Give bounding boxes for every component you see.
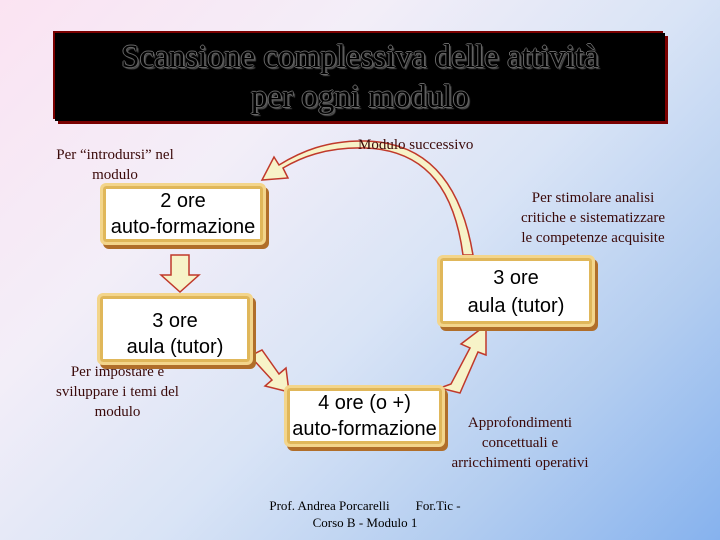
note-stimolare-line: le competenze acquisite [521, 230, 665, 246]
note-introdursi [30, 145, 200, 185]
note-stimolare [488, 188, 698, 248]
curved-arrow-next-module [262, 141, 473, 255]
note-stimolare-line: critiche e sistematizzare [520, 210, 666, 226]
note-approfondimenti-line: Approfondimenti [467, 415, 573, 431]
note-approfondimenti [425, 413, 615, 473]
note-introdursi-line: Per “introdursi” nel [56, 147, 174, 163]
footer-credit [250, 497, 480, 531]
footer-line: Corso B - Modulo 1 [312, 515, 418, 530]
box-line: auto-formazione [110, 216, 256, 238]
title-line-2: per ogni modulo [250, 79, 470, 115]
note-impostare-line: Per impostare e [70, 364, 165, 380]
box-4-ore-autoformazione [287, 388, 442, 444]
box-line: 2 ore [160, 190, 206, 212]
diagonal-arrow-down-right [250, 350, 289, 392]
note-impostare [30, 362, 205, 422]
box-line: 4 ore (o +) [318, 392, 411, 414]
note-impostare-line: modulo [94, 404, 141, 420]
title-line-1: Scansione complessiva delle attività [121, 39, 599, 75]
box-line: 3 ore [152, 310, 198, 332]
footer-line: Prof. Andrea Porcarelli For.Tic - [269, 498, 461, 513]
diagonal-arrow-up-right [440, 325, 486, 393]
box-3-ore-aula-left [100, 296, 250, 362]
note-modulo-successivo: Modulo successivo [358, 137, 474, 153]
box-line: auto-formazione [292, 418, 437, 440]
box-line: 3 ore [493, 267, 539, 289]
box-3-ore-aula-right [440, 258, 592, 324]
note-stimolare-line: Per stimolare analisi [531, 190, 655, 206]
note-approfondimenti-line: arricchimenti operativi [451, 455, 589, 471]
box-line: aula (tutor) [467, 295, 565, 317]
box-2-ore-autoformazione [103, 186, 263, 242]
note-introdursi-line: modulo [92, 167, 138, 183]
note-approfondimenti-line: concettuali e [481, 435, 559, 451]
down-arrow [161, 255, 199, 292]
note-impostare-line: sviluppare i temi del [56, 384, 179, 400]
box-line: aula (tutor) [126, 336, 224, 358]
